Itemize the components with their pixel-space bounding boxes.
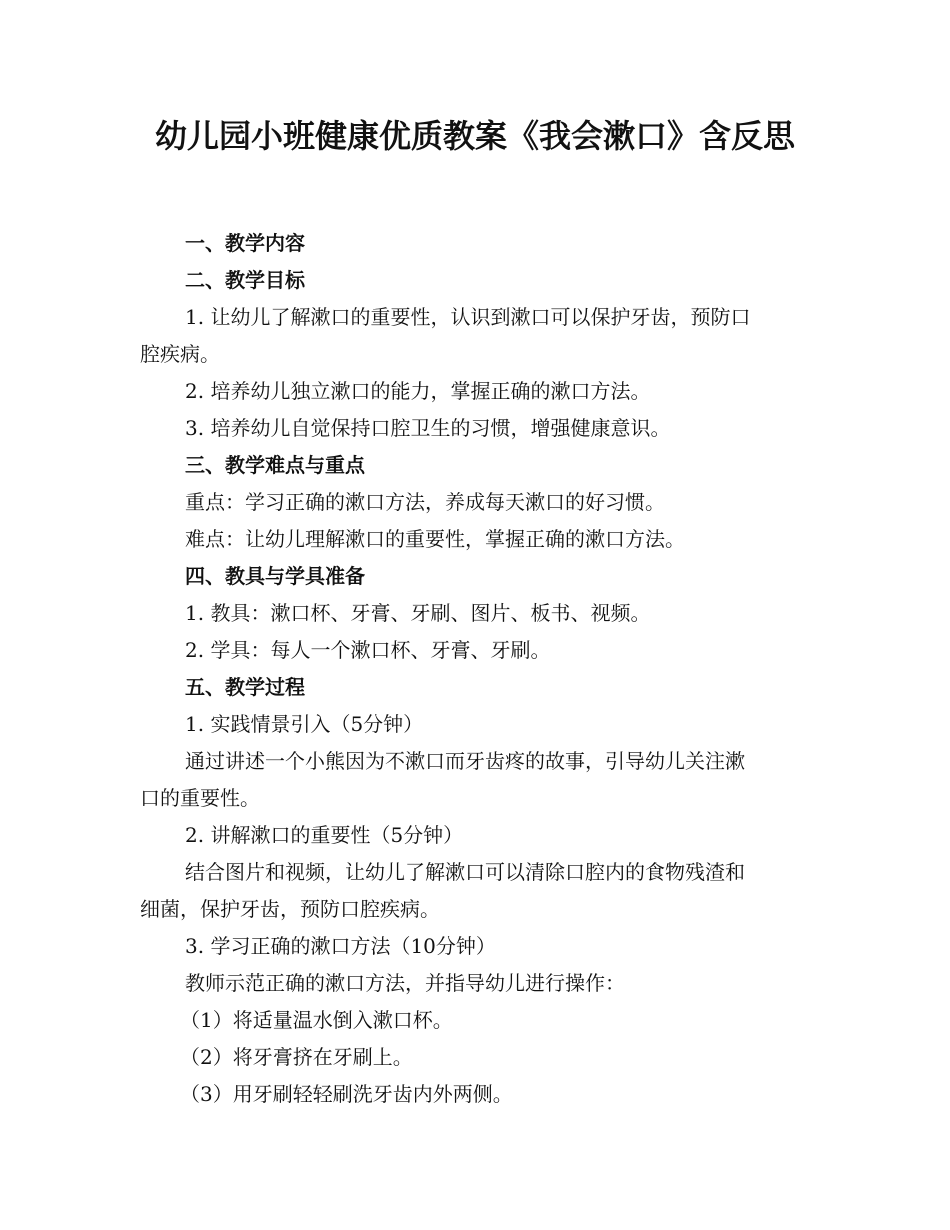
objective-1-line-1: 1. 让幼儿了解漱口的重要性，认识到漱口可以保护牙齿，预防口 <box>185 305 751 329</box>
objective-2: 2. 培养幼儿独立漱口的能力，掌握正确的漱口方法。 <box>185 379 651 403</box>
process-step-2-title: 2. 讲解漱口的重要性（5分钟） <box>185 823 464 847</box>
section-heading-materials: 四、教具与学具准备 <box>185 564 365 588</box>
section-heading-process: 五、教学过程 <box>185 675 305 699</box>
section-heading-objectives: 二、教学目标 <box>185 268 305 292</box>
objective-1-line-2: 腔疾病。 <box>140 342 220 366</box>
process-step-1-line-1: 通过讲述一个小熊因为不漱口而牙齿疼的故事，引导幼儿关注漱 <box>185 749 745 773</box>
process-step-2-line-2: 细菌，保护牙齿，预防口腔疾病。 <box>140 897 440 921</box>
process-step-3-item-2: （2）将牙膏挤在牙刷上。 <box>180 1045 413 1069</box>
process-step-1-line-2: 口的重要性。 <box>140 786 260 810</box>
teacher-materials: 1. 教具：漱口杯、牙膏、牙刷、图片、板书、视频。 <box>185 601 651 625</box>
difficult-point: 难点：让幼儿理解漱口的重要性，掌握正确的漱口方法。 <box>185 527 685 551</box>
process-step-3-item-1: （1）将适量温水倒入漱口杯。 <box>180 1008 453 1032</box>
objective-3: 3. 培养幼儿自觉保持口腔卫生的习惯，增强健康意识。 <box>185 416 671 440</box>
process-step-3-intro: 教师示范正确的漱口方法，并指导幼儿进行操作： <box>185 971 625 995</box>
process-step-3-item-3: （3）用牙刷轻轻刷洗牙齿内外两侧。 <box>180 1082 513 1106</box>
student-materials: 2. 学具：每人一个漱口杯、牙膏、牙刷。 <box>185 638 551 662</box>
section-heading-key-points: 三、教学难点与重点 <box>185 453 365 477</box>
process-step-3-title: 3. 学习正确的漱口方法（10分钟） <box>185 934 496 958</box>
process-step-1-title: 1. 实践情景引入（5分钟） <box>185 712 424 736</box>
key-point: 重点：学习正确的漱口方法，养成每天漱口的好习惯。 <box>185 490 665 514</box>
process-step-2-line-1: 结合图片和视频，让幼儿了解漱口可以清除口腔内的食物残渣和 <box>185 860 745 884</box>
section-heading-content: 一、教学内容 <box>185 231 305 255</box>
document-title: 幼儿园小班健康优质教案《我会漱口》含反思 <box>154 117 795 155</box>
